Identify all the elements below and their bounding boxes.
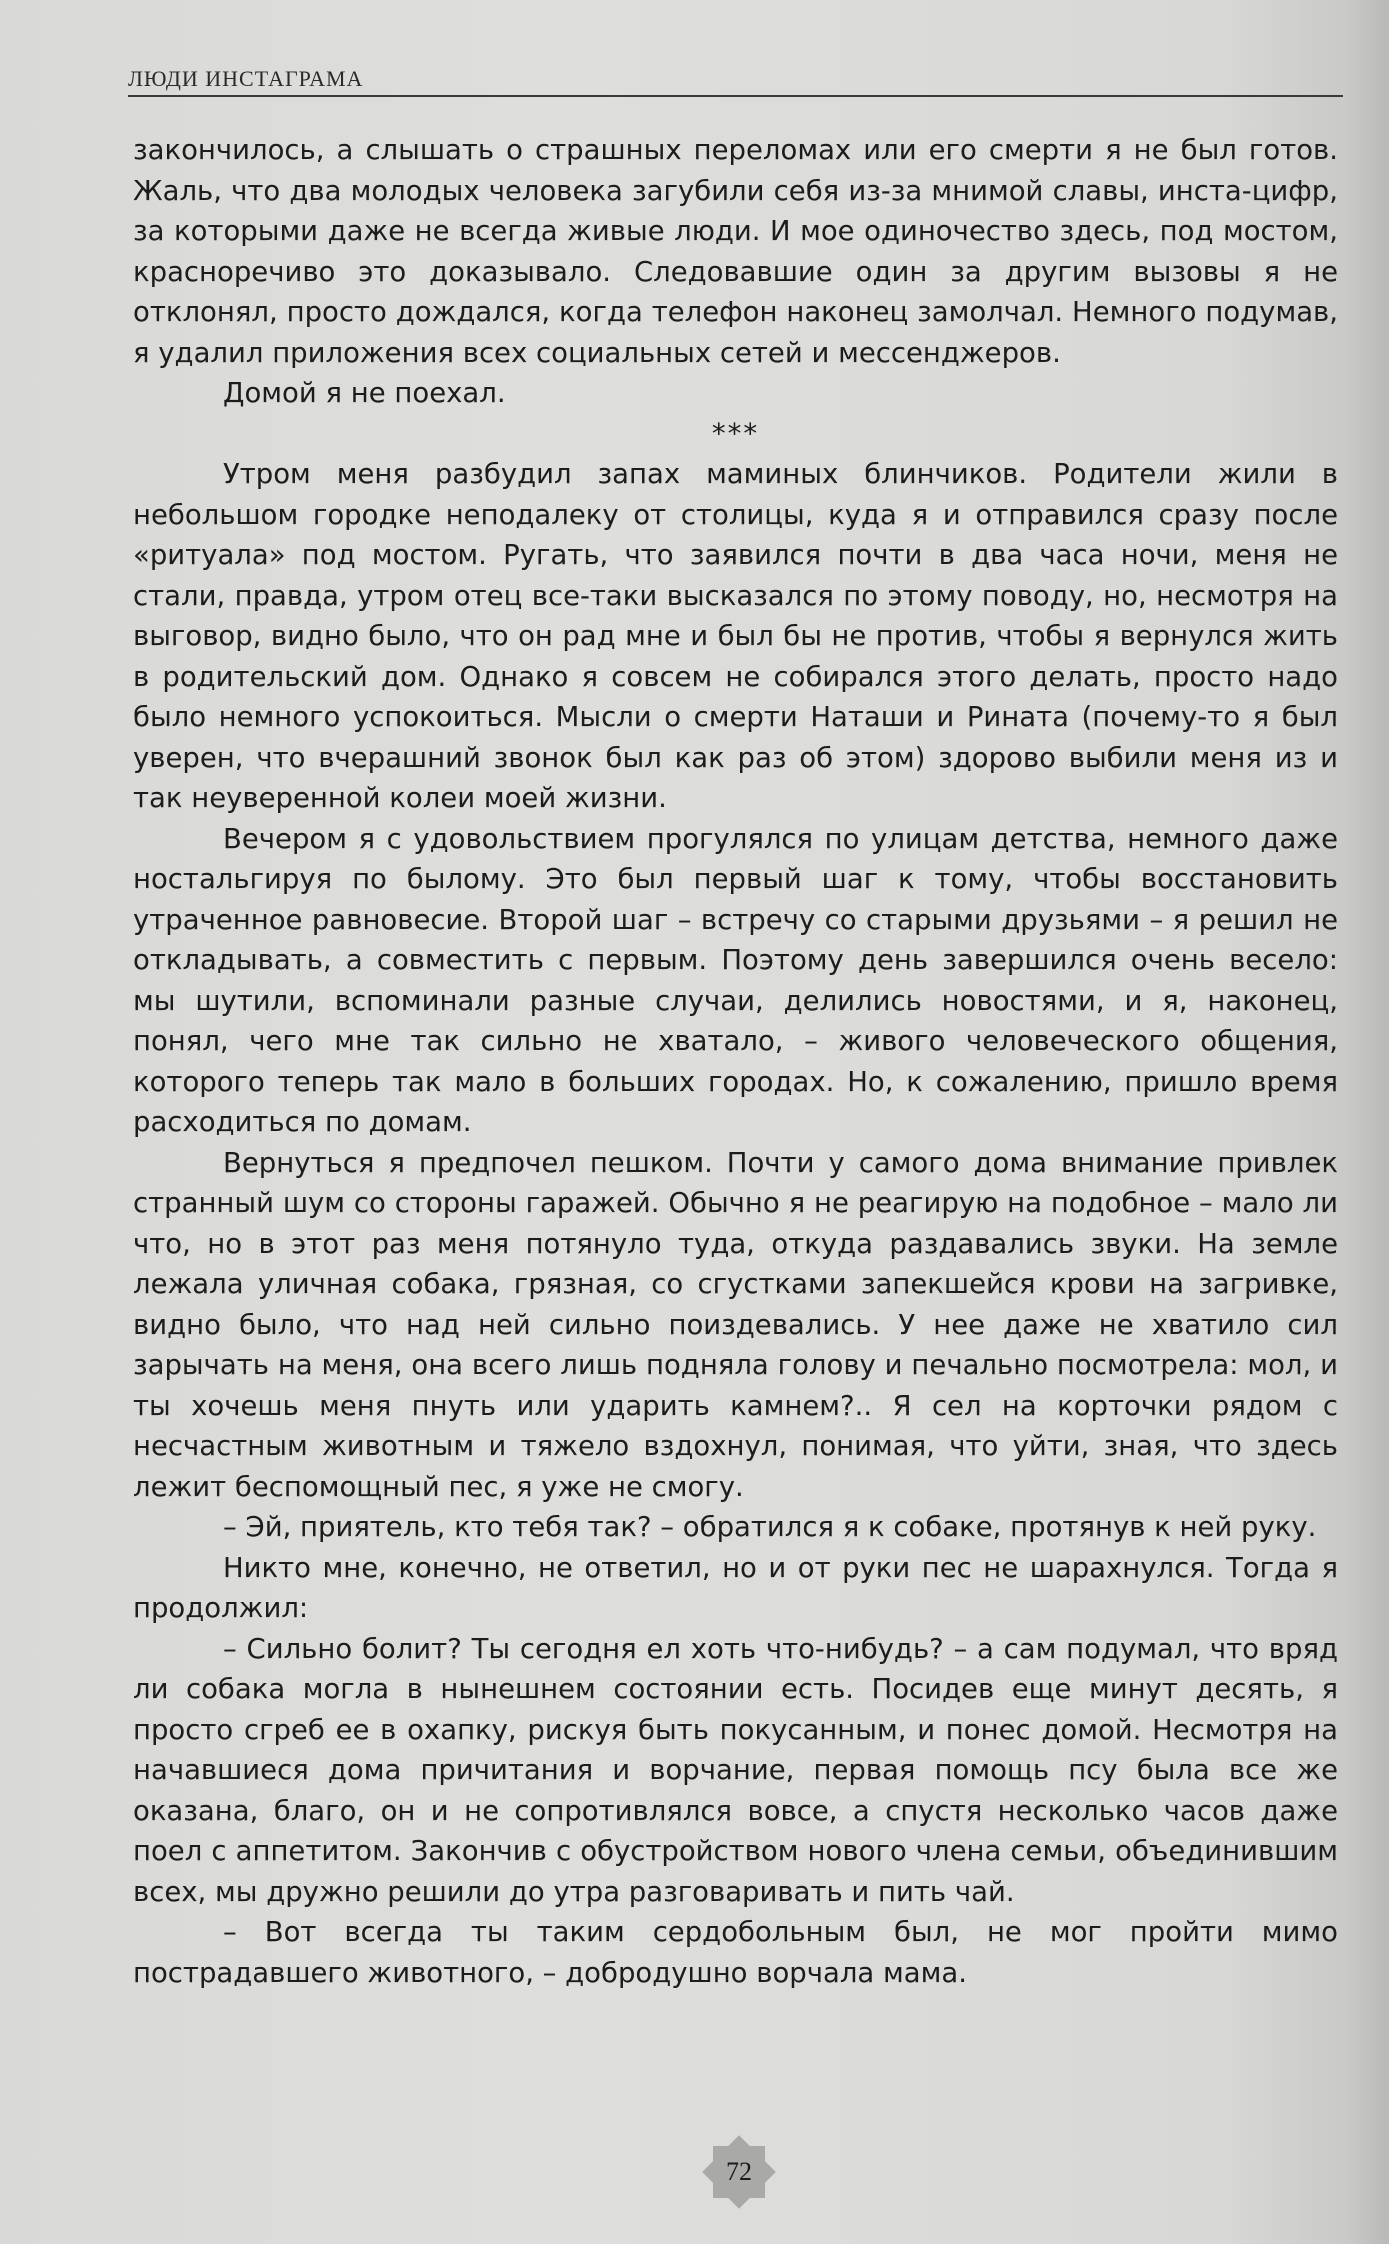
- paragraph-4: Вечером я с удовольствием прогулялся по улицам детства, немного даже ностальгируя по былому. Это был первый шаг к тому, чтобы восстановить утраченное равновесие. Второй шаг – встречу со старыми друзьями – я решил не откладывать, а совместить с первым. Поэтому день завершился очень весело: мы шутили, вспоминали разные случаи, делились новостями, и я, наконец, понял, чего мне так сильно не хватало, – живого человеческого общения, которого теперь так мало в больших городах. Но, к сожалению, пришло время расходиться по домам.: [133, 822, 1338, 1138]
- body-text: [133, 130, 1338, 1993]
- paragraph-3: Утром меня разбудил запах маминых блинчиков. Родители жили в небольшом городке неподалеку от столицы, куда я и отправился сразу после «ритуала» под мостом. Ругать, что заявился почти в два часа ночи, меня не стали, правда, утром отец все-таки высказался по этому поводу, но, несмотря на выговор, видно было, что он рад мне и был бы не против, чтобы я вернулся жить в родительский дом. Однако я совсем не собирался этого делать, просто надо было немного успокоиться. Мысли о смерти Наташи и Рината (почему-то я был уверен, что вчерашний звонок был как раз об этом) здорово выбили меня из и так неуверенной колеи моей жизни.: [133, 458, 1338, 814]
- paragraph-9: – Вот всегда ты таким сердобольным был, не мог пройти мимо пострадавшего животного, – добродушно ворчала мама.: [133, 1916, 1338, 1989]
- paragraph-8: – Сильно болит? Ты сегодня ел хоть что-нибудь? – а сам подумал, что вряд ли собака могла в нынешнем состоянии есть. Посидев еще минут десять, я просто сгреб ее в охапку, рискуя быть покусанным, и понес домой. Несмотря на начавшиеся дома причитания и ворчание, первая помощь псу была все же оказана, благо, он и не сопротивлялся вовсе, а спустя несколько часов даже поел с аппетитом. Закончив с обустройством нового члена семьи, объединившим всех, мы дружно решили до утра разговаривать и пить чай.: [133, 1632, 1338, 1908]
- paragraph-7: Никто мне, конечно, не ответил, но и от руки пес не шарахнулся. Тогда я продолжил:: [133, 1551, 1338, 1624]
- paragraph-2: Домой я не поехал.: [223, 377, 506, 409]
- running-header-title: ЛЮДИ ИНСТАГРАМА: [128, 66, 364, 91]
- page-number: 72: [726, 2157, 752, 2186]
- header-rule: [128, 95, 1343, 97]
- section-separator: ***: [711, 417, 760, 450]
- paragraph-1: закончилось, а слышать о страшных переломах или его смерти я не был готов. Жаль, что два молодых человека загубили себя из-за мнимой славы, инста-цифр, за которыми даже не всегда живые люди. И мое одиночество здесь, под мостом, красноречиво это доказывало. Следовавшие один за другим вызовы я не отклонял, просто дождался, когда телефон наконец замолчал. Немного подумав, я удалил приложения всех социальных сетей и мессенджеров.: [133, 134, 1338, 369]
- running-header: [128, 62, 1343, 100]
- paragraph-5: Вернуться я предпочел пешком. Почти у самого дома внимание привлек странный шум со стороны гаражей. Обычно я не реагирую на подобное – мало ли что, но в этот раз меня потянуло туда, откуда раздавались звуки. На земле лежала уличная собака, грязная, со сгустками запекшейся крови на загривке, видно было, что над ней сильно поиздевались. У нее даже не хватило сил зарычать на меня, она всего лишь подняла голову и печально посмотрела: мол, и ты хочешь меня пнуть или ударить камнем?.. Я сел на корточки рядом с несчастным животным и тяжело вздохнул, понимая, что уйти, зная, что здесь лежит беспомощный пес, я уже не смогу.: [133, 1146, 1338, 1503]
- page-number-badge: [700, 2133, 778, 2211]
- paragraph-6: – Эй, приятель, кто тебя так? – обратился я к собаке, протянув к ней руку.: [223, 1511, 1317, 1543]
